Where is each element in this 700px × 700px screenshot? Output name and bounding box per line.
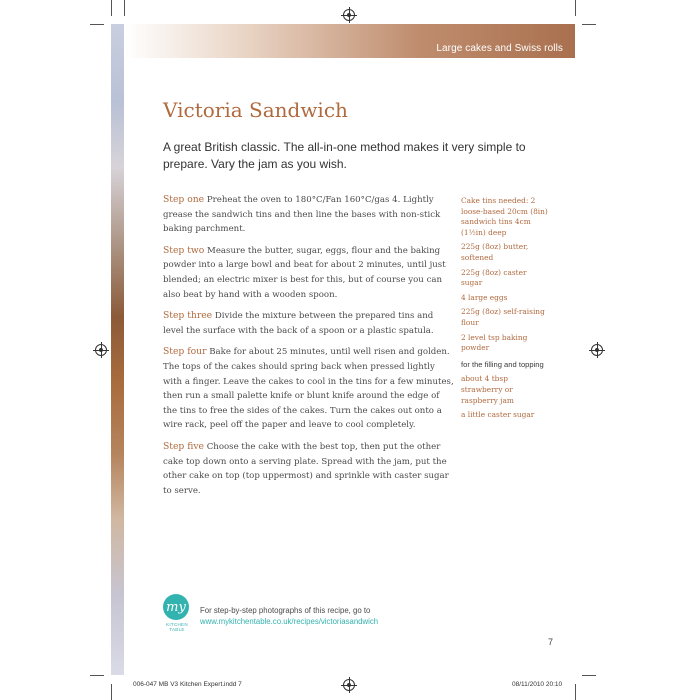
- registration-mark-icon: [591, 344, 603, 356]
- footer-note: [200, 605, 378, 627]
- filling-heading: for the filling and topping: [461, 359, 544, 369]
- crop-mark: [90, 675, 104, 676]
- step: [163, 193, 455, 237]
- ingredient-item: 2 level tsp baking powder: [461, 332, 528, 353]
- step: [163, 345, 455, 433]
- ingredient-item: a little caster sugar: [461, 410, 535, 420]
- recipe-intro: A great British classic. The all-in-one method makes it very simple to prepare. Vary the jam as you wish.: [163, 140, 526, 171]
- ingredient-item: 225g (8oz) caster sugar: [461, 267, 527, 288]
- ingredients-list: [461, 196, 549, 425]
- step: [163, 244, 455, 302]
- step-label: Step one: [163, 194, 205, 205]
- section-title: Large cakes and Swiss rolls: [436, 43, 563, 54]
- print-slug-filename: 006-047 MB V3 Kitchen Expert.indd 7: [133, 681, 242, 688]
- crop-mark: [111, 684, 112, 700]
- crop-mark: [575, 0, 576, 16]
- step-label: Step four: [163, 346, 207, 358]
- ingredient-item: 225g (8oz) butter, softened: [461, 242, 529, 262]
- step-text: Measure the butter, sugar, eggs, flour and the baking powder into a large bowl and beat for about 2 minutes, until just blended; an electric mixer is best for this, but of course you can also beat by hand with a wooden spoon.: [163, 245, 446, 300]
- crop-mark: [90, 24, 104, 25]
- recipe-title: Victoria Sandwich: [163, 98, 348, 122]
- page-number: 7: [548, 637, 554, 647]
- step-text: Divide the mixture between the prepared tins and level the surface with the back of a spoon or a plastic spatula.: [163, 311, 434, 336]
- footer-note-text: For step-by-step photographs of this recipe, go to: [200, 606, 371, 615]
- my-kitchen-table-logo: my: [163, 594, 189, 620]
- step-label: Step three: [163, 310, 213, 322]
- step: [163, 440, 455, 498]
- step-label: Step two: [163, 244, 205, 256]
- ingredient-item: about 4 tbsp strawberry or raspberry jam: [461, 374, 514, 405]
- print-slug-datetime: 08/11/2010 20:10: [512, 681, 563, 688]
- cake-photo-strip: [111, 24, 124, 675]
- crop-mark: [575, 684, 576, 700]
- recipe-url-link[interactable]: www.mykitchentable.co.uk/recipes/victoriasandwich: [200, 617, 379, 626]
- method-steps: [163, 193, 455, 505]
- step: [163, 309, 455, 338]
- step-label: Step five: [163, 440, 204, 452]
- crop-mark: [111, 0, 112, 16]
- step-text: Choose the cake with the best top, then put the other cake top down onto a serving plate. Spread with the jam, put the other cake on top (top uppermost) and sprinkle with caster sugar to serve.: [163, 441, 449, 496]
- registration-mark-icon: [343, 679, 355, 691]
- logo-text: KITCHEN TABLE: [166, 622, 188, 632]
- ingredient-item: 4 large eggs: [461, 292, 508, 302]
- crop-mark: [124, 0, 125, 16]
- step-text: Bake for about 25 minutes, until well risen and golden. The tops of the cakes should spring back when pressed lightly with a finger. Leave the cakes to cool in the tins for a few minutes, then run a small palette knife or blunt knife around the edge of the tins to free the sides of the cakes. Turn the cakes out onto a wire rack, peel off the paper and leave to cool completely.: [163, 347, 454, 431]
- registration-mark-icon: [95, 344, 107, 356]
- ingredient-item: Cake tins needed: 2 loose-based 20cm (8in) sandwich tins 4cm (1½in) deep: [461, 196, 548, 237]
- ingredient-item: 225g (8oz) self-raising flour: [461, 307, 545, 327]
- step-text: Preheat the oven to 180°C/Fan 160°C/gas 4. Lightly grease the sandwich tins and then line the bases with non-stick baking parchment.: [163, 195, 441, 235]
- crop-mark: [582, 675, 596, 676]
- registration-mark-icon: [343, 9, 355, 21]
- crop-mark: [582, 24, 596, 25]
